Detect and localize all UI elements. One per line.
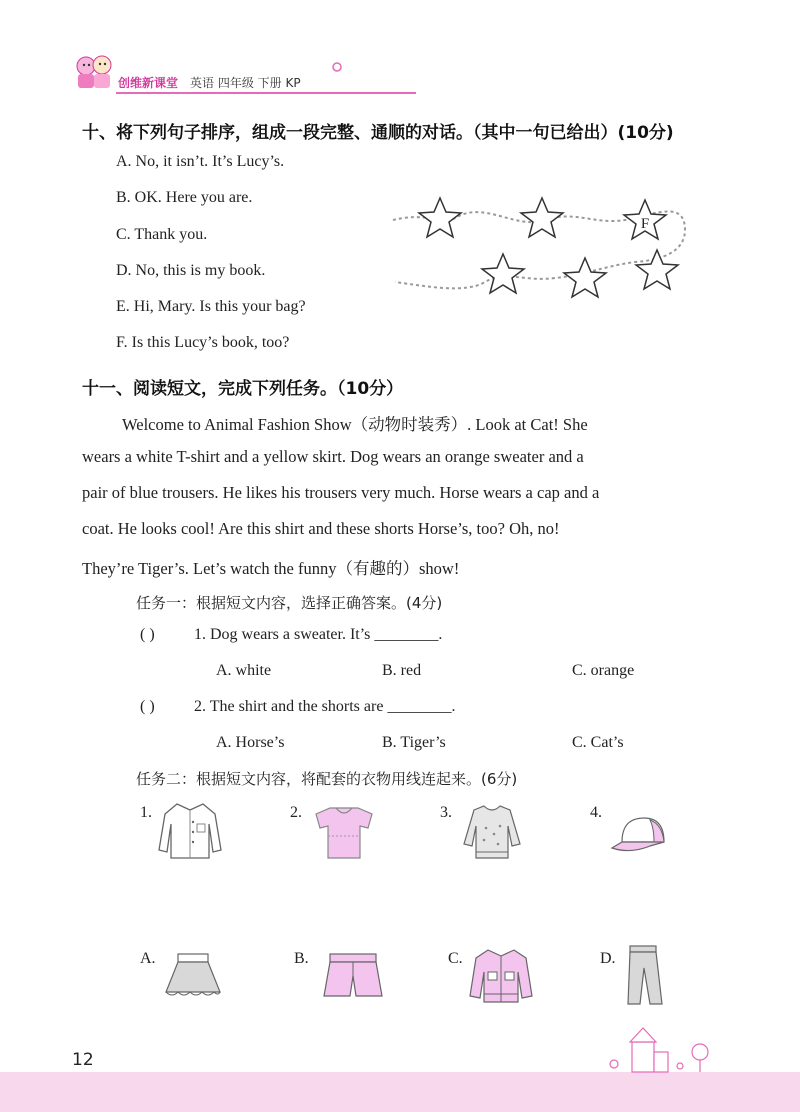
cartoon-kids-logo-icon [72, 52, 122, 92]
star-6 [636, 250, 678, 289]
q1-answer-paren[interactable]: ( ) [140, 626, 155, 643]
passage-line-4: coat. He looks cool! Are this shirt and these shorts Horse’s, too? Oh, no! [82, 519, 560, 538]
passage-line-5: They’re Tiger’s. Let’s watch the funny（有趣的）show! [82, 559, 460, 578]
castle-decoration-icon [600, 1024, 730, 1074]
sentence-e: E. Hi, Mary. Is this your bag? [116, 298, 306, 315]
q1-option-c[interactable]: C. orange [572, 662, 635, 679]
trousers-icon[interactable] [622, 944, 666, 1008]
item-c-label: C. [448, 950, 463, 967]
q1-option-b[interactable]: B. red [382, 662, 422, 679]
q2-stem: 2. The shirt and the shorts are ________. [194, 698, 456, 715]
shirt-icon[interactable] [155, 800, 225, 862]
sweater-icon[interactable] [460, 804, 524, 862]
q2-option-b[interactable]: B. Tiger’s [382, 734, 446, 751]
sentence-c: C. Thank you. [116, 226, 208, 243]
page-footer-band [0, 1072, 800, 1112]
item-1-label: 1. [140, 804, 152, 821]
cap-icon[interactable] [610, 812, 670, 856]
flower-icon [330, 60, 344, 74]
sentence-b: B. OK. Here you are. [116, 189, 253, 206]
skirt-icon[interactable] [162, 950, 224, 1000]
header-divider [116, 92, 416, 94]
shorts-icon[interactable] [320, 950, 386, 1002]
header-brand: 创维新课堂 [118, 76, 179, 90]
star-1 [419, 198, 461, 237]
passage-line-1: Welcome to Animal Fashion Show（动物时装秀）. Look at Cat! She [122, 415, 588, 434]
header-meta: 英语 四年级 下册 KP [190, 76, 301, 90]
passage-line-3: pair of blue trousers. He likes his trousers very much. Horse wears a cap and a [82, 483, 600, 502]
page-number: 12 [72, 1050, 94, 1070]
item-3-label: 3. [440, 804, 452, 821]
sentence-d: D. No, this is my book. [116, 262, 266, 279]
t-shirt-icon[interactable] [310, 804, 378, 862]
item-d-label: D. [600, 950, 616, 967]
given-star-label: F [640, 216, 650, 232]
star-4 [482, 254, 524, 293]
q2-option-a[interactable]: A. Horse’s [216, 734, 285, 751]
star-2 [521, 198, 563, 237]
sentence-a: A. No, it isn’t. It’s Lucy’s. [116, 153, 285, 170]
section-10-title: 十、将下列句子排序，组成一段完整、通顺的对话。（其中一句已给出）(10分) [82, 123, 674, 143]
coat-icon[interactable] [468, 946, 534, 1004]
q1-option-a[interactable]: A. white [216, 662, 272, 679]
star-5 [564, 258, 606, 297]
item-4-label: 4. [590, 804, 602, 821]
sentence-f: F. Is this Lucy’s book, too? [116, 334, 290, 351]
section-11-title: 十一、阅读短文，完成下列任务。（10分） [82, 379, 404, 399]
passage-line-2: wears a white T-shirt and a yellow skirt. Dog wears an orange sweater and a [82, 447, 584, 466]
task2-title: 任务二：根据短文内容，将配套的衣物用线连起来。(6分) [136, 770, 518, 788]
q1-stem: 1. Dog wears a sweater. It’s ________. [194, 626, 443, 643]
q2-answer-paren[interactable]: ( ) [140, 698, 155, 715]
item-a-label: A. [140, 950, 156, 967]
item-2-label: 2. [290, 804, 302, 821]
star-ordering-diagram [385, 190, 705, 310]
item-b-label: B. [294, 950, 309, 967]
task1-title: 任务一：根据短文内容，选择正确答案。(4分) [136, 594, 443, 612]
q2-option-c[interactable]: C. Cat’s [572, 734, 624, 751]
